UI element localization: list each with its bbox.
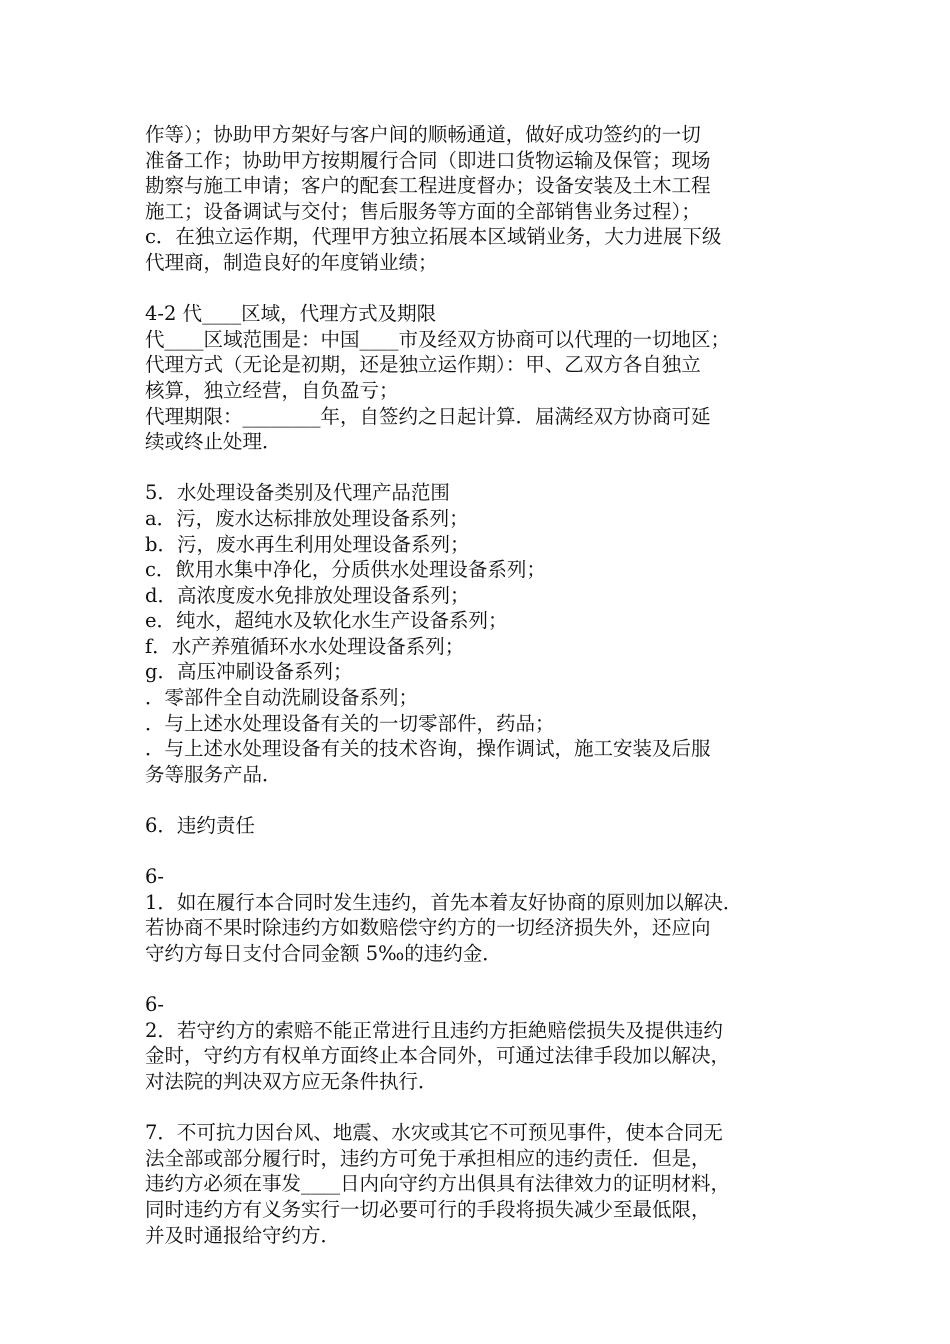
text-line: 代____区域范围是：中国____市及经双方协商可以代理的一切地区； [145,327,731,351]
document-page [145,122,845,1248]
text-line: 7．不可抗力因台风、地震、水灾或其它不可预见事件，使本合同无 [145,1121,723,1145]
text-line: 2．若守约方的索赔不能正常进行且违约方拒絶赔偿损失及提供违约 [145,1018,723,1042]
text-line: 勘察与施工申请；客户的配套工程进度督办；设备安装及土木工程 [145,174,711,198]
text-line: 守约方每日支付合同金额 5‰的违约金． [145,942,502,965]
text-line: 准备工作；协助甲方按期履行合同（即进口货物运输及保管；现场 [145,148,711,172]
text-line: 4-2 代____区域，代理方式及期限 [145,302,437,326]
text-line: 代理方式（无论是初期，还是独立运作期）：甲、乙双方各自独立 [145,353,701,377]
text-line: 金时，守约方有权单方面终止本合同外，可通过法律手段加以解决， [145,1044,731,1068]
blank-line [145,839,845,865]
blank-line [145,967,845,993]
text-line: 违约方必须在事发____日内向守约方出俱具有法律效力的证明材料， [145,1172,731,1196]
text-line: 6- [145,993,164,1017]
blank-line [145,787,845,813]
text-line: 代理商，制造良好的年度销业绩； [145,250,438,274]
text-line: 1．如在履行本合同时发生违约，首先本着友好协商的原则加以解决． [145,890,743,914]
text-line: 施工；设备调试与交付；售后服务等方面的全部销售业务过程）； [145,199,701,223]
text-line: c．在独立运作期，代理甲方独立拓展本区域销业务，大力进展下级 [145,225,722,249]
text-line: 务等服务产品． [145,762,282,786]
text-line: e．纯水，超纯水及软化水生产设备系列； [145,609,508,633]
text-line: g．高压冲刷设备系列； [145,660,353,684]
text-line: 同时违约方有义务实行一切必要可行的手段将损失减少至最低限， [145,1197,711,1221]
text-line: b．污，废水再生利用处理设备系列； [145,532,470,556]
text-line: d．高浓度废水免排放处理设备系列； [145,583,470,607]
text-line: 若协商不果时除违约方如数赔偿守约方的一切经济损失外，还应向 [145,916,711,940]
text-line: 作等）；协助甲方架好与客户间的顺畅通道，做好成功签约的一切 [145,123,701,146]
text-line: ．零部件全自动洗刷设备系列； [145,686,419,710]
text-line: a．污，废水达标排放处理设备系列； [145,506,469,530]
text-line: 续或终止处理． [145,430,282,454]
text-line: 6- [145,865,164,889]
text-line: ．与上述水处理设备有关的一切零部件，药品； [145,711,555,735]
blank-line [145,455,845,481]
text-line: f．水产养殖循环水水处理设备系列； [145,634,465,658]
text-line: 对法院的判决双方应无条件执行． [145,1069,438,1093]
blank-line [145,276,845,302]
text-line: 6．违约责任 [145,814,255,838]
text-line: 并及时通报给守约方． [145,1223,341,1247]
text-line: c．飲用水集中净化，分质供水处理设备系列； [145,558,546,582]
text-line: ．与上述水处理设备有关的技术咨询，操作调试，施工安装及后服 [145,737,711,761]
text-line: 核算，独立经营，自负盈亏； [145,378,399,402]
text-line: 5．水处理设备类别及代理产品范围 [145,481,450,505]
blank-line [145,1095,845,1121]
text-line: 法全部或部分履行时，违约方可免于承担相应的违约责任．但是， [145,1146,711,1170]
text-line: 代理期限：________年，自签约之日起计算．届满经双方协商可延 [145,404,711,428]
